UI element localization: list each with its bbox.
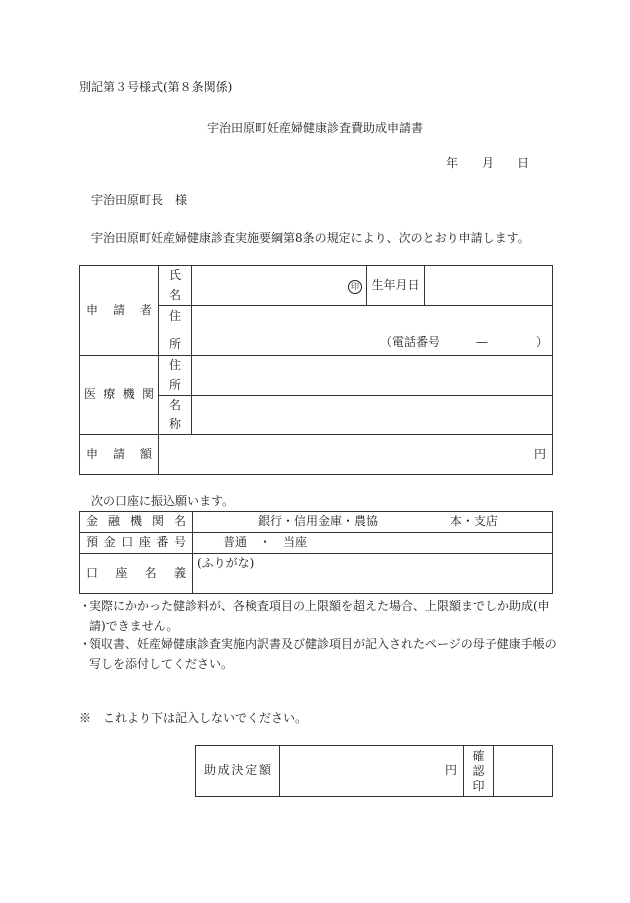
note-1 <box>79 596 559 636</box>
decision-label-char-2: 成 <box>217 763 230 778</box>
phone-number-text: （電話番号 — ） <box>379 334 548 349</box>
institution-label <box>80 386 158 403</box>
account-number-label-cell <box>80 533 193 554</box>
decision-label-cell <box>196 746 280 797</box>
confirm-seal-field[interactable] <box>494 746 553 797</box>
confirm-char-2: 認 <box>472 763 485 778</box>
applicant-label-char-2: 請 <box>112 302 125 317</box>
note-1-bullet: ・ <box>79 599 92 613</box>
form-number: 別記第３号様式(第８条関係) <box>79 80 233 94</box>
address-field[interactable] <box>192 306 553 356</box>
addressee: 宇治田原町長 様 <box>91 193 188 207</box>
document-title: 宇治田原町妊産婦健康診査費助成申請書 <box>206 121 423 135</box>
confirm-char-1: 確 <box>472 748 485 763</box>
account-types: 普通 ・ 当座 <box>223 535 308 550</box>
account-number-char-6: 号 <box>173 535 186 550</box>
bank-institution-types: 銀行・信用金庫・農協 <box>258 514 379 529</box>
note-2-text: 領収書、妊産婦健康診査実施内訳書及び健診項目が記入されたページの母子健康手帳の写しを添付してください。 <box>89 637 557 671</box>
bank-institution-char-5: 名 <box>173 514 186 529</box>
bank-intro: 次の口座に振込願います。 <box>91 494 235 508</box>
bank-institution-char-4: 関 <box>151 514 164 529</box>
decision-amount-field[interactable] <box>280 746 464 797</box>
amount-label <box>80 446 158 463</box>
name-label-char-1: 氏 <box>168 268 181 283</box>
note-1-text: 実際にかかった健診料が、各検査項目の上限額を超えた場合、上限額までしか助成(申請)できません。 <box>89 599 550 633</box>
decision-label <box>196 762 279 779</box>
amount-label-char-3: 額 <box>139 447 152 462</box>
institution-address-field[interactable] <box>192 356 553 396</box>
address-label-char-2: 所 <box>168 336 181 351</box>
account-holder-field[interactable] <box>193 554 553 594</box>
applicant-label-char-1: 申 <box>86 302 99 317</box>
account-number-char-5: 番 <box>156 535 169 550</box>
bank-institution-field[interactable] <box>193 512 553 533</box>
account-holder-char-2: 座 <box>115 565 128 580</box>
date-year: 年 <box>446 156 459 170</box>
bank-branch: 本・支店 <box>449 514 498 529</box>
name-label <box>159 266 192 306</box>
account-holder-label-cell <box>80 554 193 594</box>
address-label <box>159 306 192 356</box>
bank-table <box>79 511 553 594</box>
amount-label-char-2: 請 <box>112 447 125 462</box>
bank-institution-label-cell <box>80 512 193 533</box>
birthdate-label: 生年月日 <box>367 266 425 306</box>
confirm-char-3: 印 <box>472 778 485 793</box>
account-number-char-4: 座 <box>138 535 151 550</box>
name-field[interactable] <box>192 266 367 306</box>
account-number-char-1: 預 <box>86 535 99 550</box>
account-holder-char-1: 口 <box>86 565 99 580</box>
account-number-label <box>80 534 192 551</box>
bank-institution-char-2: 融 <box>107 514 120 529</box>
account-number-char-2: 金 <box>103 535 116 550</box>
amount-field[interactable] <box>159 435 553 475</box>
decision-label-char-3: 決 <box>231 763 244 778</box>
institution-name-char-2: 称 <box>168 417 181 432</box>
applicant-label-char-3: 者 <box>139 302 152 317</box>
account-holder-label <box>80 565 192 582</box>
applicant-table <box>79 265 553 475</box>
name-label-char-2: 名 <box>168 287 181 302</box>
account-number-field[interactable] <box>193 533 553 554</box>
decision-label-char-4: 定 <box>245 763 258 778</box>
institution-address-char-1: 住 <box>168 358 181 373</box>
institution-address-char-2: 所 <box>168 377 181 392</box>
decision-label-char-5: 額 <box>258 763 271 778</box>
amount-label-char-1: 申 <box>86 447 99 462</box>
date-day: 日 <box>517 156 530 170</box>
institution-label-cell <box>80 356 159 435</box>
institution-label-char-3: 機 <box>122 387 135 402</box>
bank-institution-char-1: 金 <box>86 514 99 529</box>
furigana-label: (ふりがな) <box>197 556 255 570</box>
decision-label-char-1: 助 <box>204 763 217 778</box>
note-2-bullet: ・ <box>79 637 92 651</box>
institution-address-label <box>159 356 192 396</box>
decision-unit: 円 <box>444 763 457 778</box>
applicant-label-cell <box>80 266 159 356</box>
account-holder-char-4: 義 <box>173 565 186 580</box>
account-number-char-3: 口 <box>121 535 134 550</box>
confirm-seal-label <box>464 746 494 797</box>
bank-institution-char-3: 機 <box>129 514 142 529</box>
institution-label-char-4: 関 <box>141 387 154 402</box>
seal-mark: 印 <box>348 280 362 294</box>
date-month: 月 <box>482 156 495 170</box>
institution-name-char-1: 名 <box>168 398 181 412</box>
decision-table <box>195 745 553 797</box>
intro-text: 宇治田原町妊産婦健康診査実施要綱第8条の規定により、次のとおり申請します。 <box>91 231 530 245</box>
birthdate-field[interactable] <box>425 266 553 306</box>
applicant-label <box>80 302 158 319</box>
amount-label-cell <box>80 435 159 475</box>
account-holder-char-3: 名 <box>144 565 157 580</box>
office-use-note: ※ これより下は記入しないでください。 <box>79 711 308 725</box>
institution-name-label <box>159 396 192 435</box>
note-2 <box>79 634 559 674</box>
institution-label-char-2: 療 <box>103 387 116 402</box>
institution-label-char-1: 医 <box>84 387 97 402</box>
address-label-char-1: 住 <box>168 309 181 324</box>
institution-name-field[interactable] <box>192 396 553 435</box>
bank-institution-label <box>80 513 192 530</box>
amount-unit: 円 <box>533 447 546 462</box>
